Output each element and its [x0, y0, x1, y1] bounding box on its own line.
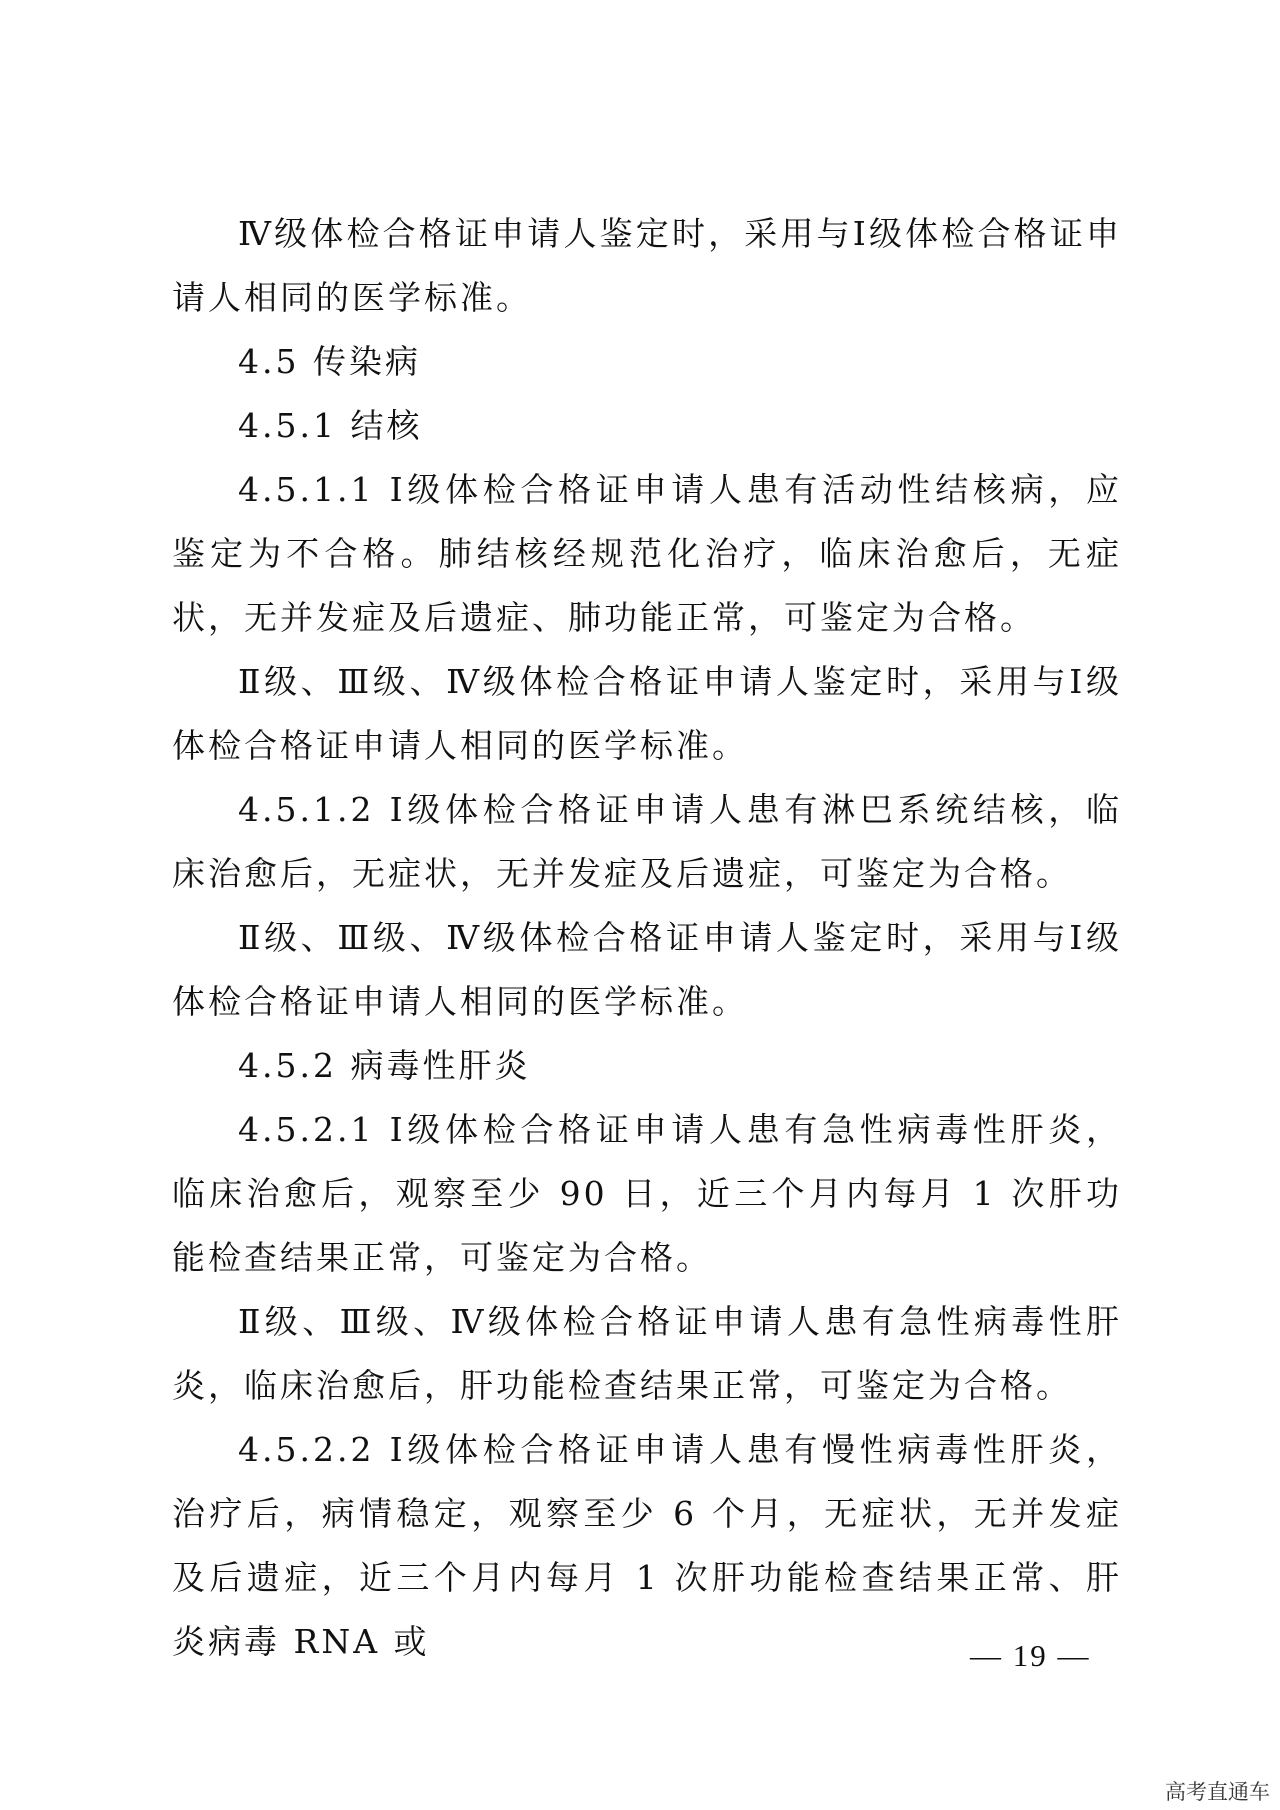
paragraph: Ⅱ级、Ⅲ级、Ⅳ级体检合格证申请人鉴定时，采用与Ⅰ级体检合格证申请人相同的医学标准。 [172, 918, 1122, 1021]
paragraph: 4.5.1.1 Ⅰ级体检合格证申请人患有活动性结核病，应鉴定为不合格。肺结核经规范化治疗，临床治愈后，无症状，无并发症及后遗症、肺功能正常，可鉴定为合格。 [172, 470, 1122, 637]
paragraph: 4.5.2.1 Ⅰ级体检合格证申请人患有急性病毒性肝炎，临床治愈后，观察至少 90 日，近三个月内每月 1 次肝功能检查结果正常，可鉴定为合格。 [172, 1110, 1122, 1277]
paragraph: 4.5.2.2 Ⅰ级体检合格证申请人患有慢性病毒性肝炎，治疗后，病情稳定，观察至少 6 个月，无症状，无并发症及后遗症，近三个月内每月 1 次肝功能检查结果正常、肝炎病毒 RNA 或 [172, 1430, 1122, 1661]
watermark: 高考直通车 [1165, 1780, 1270, 1804]
paragraph: Ⅳ级体检合格证申请人鉴定时，采用与Ⅰ级体检合格证申请人相同的医学标准。 [172, 214, 1122, 317]
subsection-heading: 4.5.2 病毒性肝炎 [238, 1046, 531, 1085]
paragraph: Ⅱ级、Ⅲ级、Ⅳ级体检合格证申请人鉴定时，采用与Ⅰ级体检合格证申请人相同的医学标准。 [172, 662, 1122, 765]
section-heading: 4.5 传染病 [238, 342, 421, 381]
paragraph: Ⅱ级、Ⅲ级、Ⅳ级体检合格证申请人患有急性病毒性肝炎，临床治愈后，肝功能检查结果正常，可鉴定为合格。 [172, 1302, 1122, 1405]
page-number: — 19 — [970, 1638, 1091, 1673]
subsection-heading: 4.5.1 结核 [238, 406, 423, 445]
document-body [172, 202, 1122, 1674]
paragraph: 4.5.1.2 Ⅰ级体检合格证申请人患有淋巴系统结核，临床治愈后，无症状，无并发症及后遗症，可鉴定为合格。 [172, 790, 1122, 893]
